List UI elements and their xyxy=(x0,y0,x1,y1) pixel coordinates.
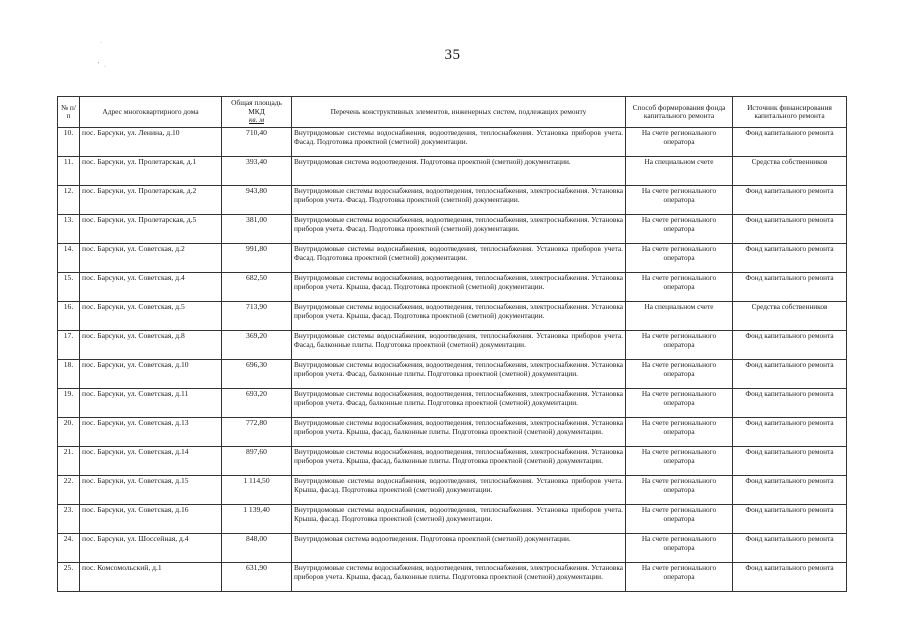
table-row xyxy=(58,418,847,447)
table-row xyxy=(58,215,847,244)
row-address: пос. Барсуки, ул. Ленина, д.10 xyxy=(80,128,222,157)
row-address: пос. Барсуки, ул. Советская, д.13 xyxy=(80,418,222,447)
row-address: пос. Барсуки, ул. Советская, д.14 xyxy=(80,447,222,476)
row-works: Внутридомовые системы водоснабжения, водоотведения, теплоснабжения, электроснабжения. Установка приборов учета. Крыша, фасад, балконные плиты. Подготовка проектной (сметной) документации. xyxy=(292,418,626,447)
row-area: 1 139,40 xyxy=(222,505,292,534)
row-method: На счете регионального оператора xyxy=(626,186,733,215)
header-source: Источник финансирования капитального ремонта xyxy=(733,97,847,128)
header-area-label: Общая площадь МКД xyxy=(231,98,282,116)
table-row xyxy=(58,476,847,505)
table-row xyxy=(58,186,847,215)
row-source: Фонд капитального ремонта xyxy=(733,534,847,563)
table-row xyxy=(58,302,847,331)
row-number: 15. xyxy=(58,273,80,302)
row-address: пос. Барсуки, ул. Советская, д.10 xyxy=(80,360,222,389)
table-row xyxy=(58,505,847,534)
header-address: Адрес многоквартирного дома xyxy=(80,97,222,128)
row-works: Внутридомовые системы водоснабжения, водоотведения, теплоснабжения, электроснабжения. Установка приборов учета. Фасад, балконные плиты. Подготовка проектной (сметной) документации. xyxy=(292,389,626,418)
row-number: 20. xyxy=(58,418,80,447)
row-works: Внутридомовые системы водоснабжения, водоотведения, теплоснабжения, электроснабжения. Установка приборов учета. Крыша, фасад, балконные плиты. Подготовка проектной (сметной) документации. xyxy=(292,563,626,592)
table-row xyxy=(58,128,847,157)
row-area: 991,80 xyxy=(222,244,292,273)
row-source: Фонд капитального ремонта xyxy=(733,418,847,447)
table-row xyxy=(58,244,847,273)
row-number: 12. xyxy=(58,186,80,215)
row-works: Внутридомовые системы водоснабжения, водоотведения, теплоснабжения, электроснабжения. Установка приборов учета. Крыша, фасад, балконные плиты. Подготовка проектной (сметной) документации. xyxy=(292,447,626,476)
row-number: 14. xyxy=(58,244,80,273)
row-number: 19. xyxy=(58,389,80,418)
row-method: На счете регионального оператора xyxy=(626,534,733,563)
row-number: 18. xyxy=(58,360,80,389)
row-number: 10. xyxy=(58,128,80,157)
table-row xyxy=(58,157,847,186)
row-area: 682,50 xyxy=(222,273,292,302)
row-area: 897,60 xyxy=(222,447,292,476)
row-works: Внутридомовые системы водоснабжения, водоотведения, теплоснабжения. Установка приборов учета. Фасад. Подготовка проектной (сметной) документации. xyxy=(292,244,626,273)
scan-speck: ' xyxy=(98,62,100,68)
row-area: 943,80 xyxy=(222,186,292,215)
row-area: 631,90 xyxy=(222,563,292,592)
row-source: Фонд капитального ремонта xyxy=(733,389,847,418)
row-method: На счете регионального оператора xyxy=(626,128,733,157)
row-method: На счете регионального оператора xyxy=(626,331,733,360)
row-method: На счете регионального оператора xyxy=(626,563,733,592)
row-method: На специальном счете xyxy=(626,157,733,186)
row-source: Фонд капитального ремонта xyxy=(733,563,847,592)
row-method: На специальном счете xyxy=(626,302,733,331)
row-source: Средства собственников xyxy=(733,157,847,186)
table-row xyxy=(58,389,847,418)
row-works: Внутридомовые системы водоснабжения, водоотведения, теплоснабжения, электроснабжения. Установка приборов учета. Крыша, фасад. Подготовка проектной (сметной) документации. xyxy=(292,273,626,302)
table-row xyxy=(58,360,847,389)
row-method: На счете регионального оператора xyxy=(626,476,733,505)
table-body xyxy=(58,128,847,592)
row-area: 393,40 xyxy=(222,157,292,186)
row-address: пос. Барсуки, ул. Пролетарская, д.1 xyxy=(80,157,222,186)
page-number: 35 xyxy=(444,47,461,63)
row-address: пос. Комсомольский, д.1 xyxy=(80,563,222,592)
row-number: 13. xyxy=(58,215,80,244)
table-row xyxy=(58,273,847,302)
table-row xyxy=(58,534,847,563)
row-source: Фонд капитального ремонта xyxy=(733,186,847,215)
header-area xyxy=(222,97,292,128)
row-source: Фонд капитального ремонта xyxy=(733,360,847,389)
row-address: пос. Барсуки, ул. Шоссейная, д.4 xyxy=(80,534,222,563)
row-address: пос. Барсуки, ул. Советская, д.4 xyxy=(80,273,222,302)
row-area: 381,00 xyxy=(222,215,292,244)
row-source: Фонд капитального ремонта xyxy=(733,215,847,244)
row-address: пос. Барсуки, ул. Советская, д.11 xyxy=(80,389,222,418)
row-area: 848,00 xyxy=(222,534,292,563)
row-method: На счете регионального оператора xyxy=(626,505,733,534)
scan-speck: · xyxy=(104,64,106,70)
row-source: Фонд капитального ремонта xyxy=(733,244,847,273)
row-area: 1 114,50 xyxy=(222,476,292,505)
row-works: Внутридомовые системы водоснабжения, водоотведения, теплоснабжения. Установка приборов учета. Крыша, фасад. Подготовка проектной (сметной) документации. xyxy=(292,505,626,534)
row-works: Внутридомовые системы водоснабжения, водоотведения, теплоснабжения, электроснабжения. Установка приборов учета. Фасад. Подготовка проектной (сметной) документации. xyxy=(292,215,626,244)
row-method: На счете регионального оператора xyxy=(626,447,733,476)
row-number: 11. xyxy=(58,157,80,186)
row-source: Фонд капитального ремонта xyxy=(733,505,847,534)
row-method: На счете регионального оператора xyxy=(626,389,733,418)
row-area: 713,90 xyxy=(222,302,292,331)
row-works: Внутридомовые системы водоснабжения, водоотведения, теплоснабжения, электроснабжения. Установка приборов учета. Фасад. Подготовка проектной (сметной) документации. xyxy=(292,186,626,215)
row-number: 16. xyxy=(58,302,80,331)
row-area: 696,30 xyxy=(222,360,292,389)
row-source: Фонд капитального ремонта xyxy=(733,331,847,360)
row-area: 710,40 xyxy=(222,128,292,157)
row-works: Внутридомовые системы водоснабжения, водоотведения, теплоснабжения, электроснабжения. Установка приборов учета. Крыша, фасад. Подготовка проектной (сметной) документации. xyxy=(292,302,626,331)
row-address: пос. Барсуки, ул. Советская, д.5 xyxy=(80,302,222,331)
header-num: № п/п xyxy=(58,97,80,128)
row-source: Фонд капитального ремонта xyxy=(733,447,847,476)
row-works: Внутридомовые системы водоснабжения, водоотведения, теплоснабжения. Установка приборов учета. Фасад, балконные плиты. Подготовка проектной (сметной) документации. xyxy=(292,331,626,360)
row-number: 17. xyxy=(58,331,80,360)
scan-speck: · xyxy=(100,40,102,46)
row-address: пос. Барсуки, ул. Советская, д.15 xyxy=(80,476,222,505)
header-works: Перечень конструктивных элементов, инженерных систем, подлежащих ремонту xyxy=(292,97,626,128)
row-address: пос. Барсуки, ул. Советская, д.16 xyxy=(80,505,222,534)
row-number: 25. xyxy=(58,563,80,592)
row-address: пос. Барсуки, ул. Советская, д.2 xyxy=(80,244,222,273)
table-header-row xyxy=(58,97,847,128)
row-works: Внутридомовые системы водоснабжения, водоотведения, теплоснабжения. Установка приборов учета. Крыша, фасад. Подготовка проектной (сметной) документации. xyxy=(292,476,626,505)
row-method: На счете регионального оператора xyxy=(626,215,733,244)
row-address: пос. Барсуки, ул. Пролетарская, д.2 xyxy=(80,186,222,215)
row-source: Средства собственников xyxy=(733,302,847,331)
row-number: 22. xyxy=(58,476,80,505)
row-works: Внутридомовая система водоотведения. Подготовка проектной (сметной) документации. xyxy=(292,157,626,186)
row-works: Внутридомовая система водоотведения. Подготовка проектной (сметной) документации. xyxy=(292,534,626,563)
capital-repair-table xyxy=(57,96,847,592)
table-row xyxy=(58,447,847,476)
row-number: 23. xyxy=(58,505,80,534)
row-address: пос. Барсуки, ул. Советская, д.8 xyxy=(80,331,222,360)
row-area: 693,20 xyxy=(222,389,292,418)
row-number: 24. xyxy=(58,534,80,563)
row-source: Фонд капитального ремонта xyxy=(733,128,847,157)
row-works: Внутридомовые системы водоснабжения, водоотведения, теплоснабжения, электроснабжения. Установка приборов учета. Фасад, балконные плиты. Подготовка проектной (сметной) документации. xyxy=(292,360,626,389)
row-method: На счете регионального оператора xyxy=(626,244,733,273)
row-number: 21. xyxy=(58,447,80,476)
row-area: 772,80 xyxy=(222,418,292,447)
table-row xyxy=(58,563,847,592)
row-address: пос. Барсуки, ул. Пролетарская, д.5 xyxy=(80,215,222,244)
row-method: На счете регионального оператора xyxy=(626,418,733,447)
header-method: Способ формирования фонда капитального ремонта xyxy=(626,97,733,128)
row-works: Внутридомовые системы водоснабжения, водоотведения, теплоснабжения. Установка приборов учета. Фасад. Подготовка проектной (сметной) документации. xyxy=(292,128,626,157)
row-method: На счете регионального оператора xyxy=(626,360,733,389)
row-source: Фонд капитального ремонта xyxy=(733,476,847,505)
header-area-unit: кв. м xyxy=(248,115,265,125)
table-row xyxy=(58,331,847,360)
row-source: Фонд капитального ремонта xyxy=(733,273,847,302)
row-area: 369,20 xyxy=(222,331,292,360)
row-method: На счете регионального оператора xyxy=(626,273,733,302)
